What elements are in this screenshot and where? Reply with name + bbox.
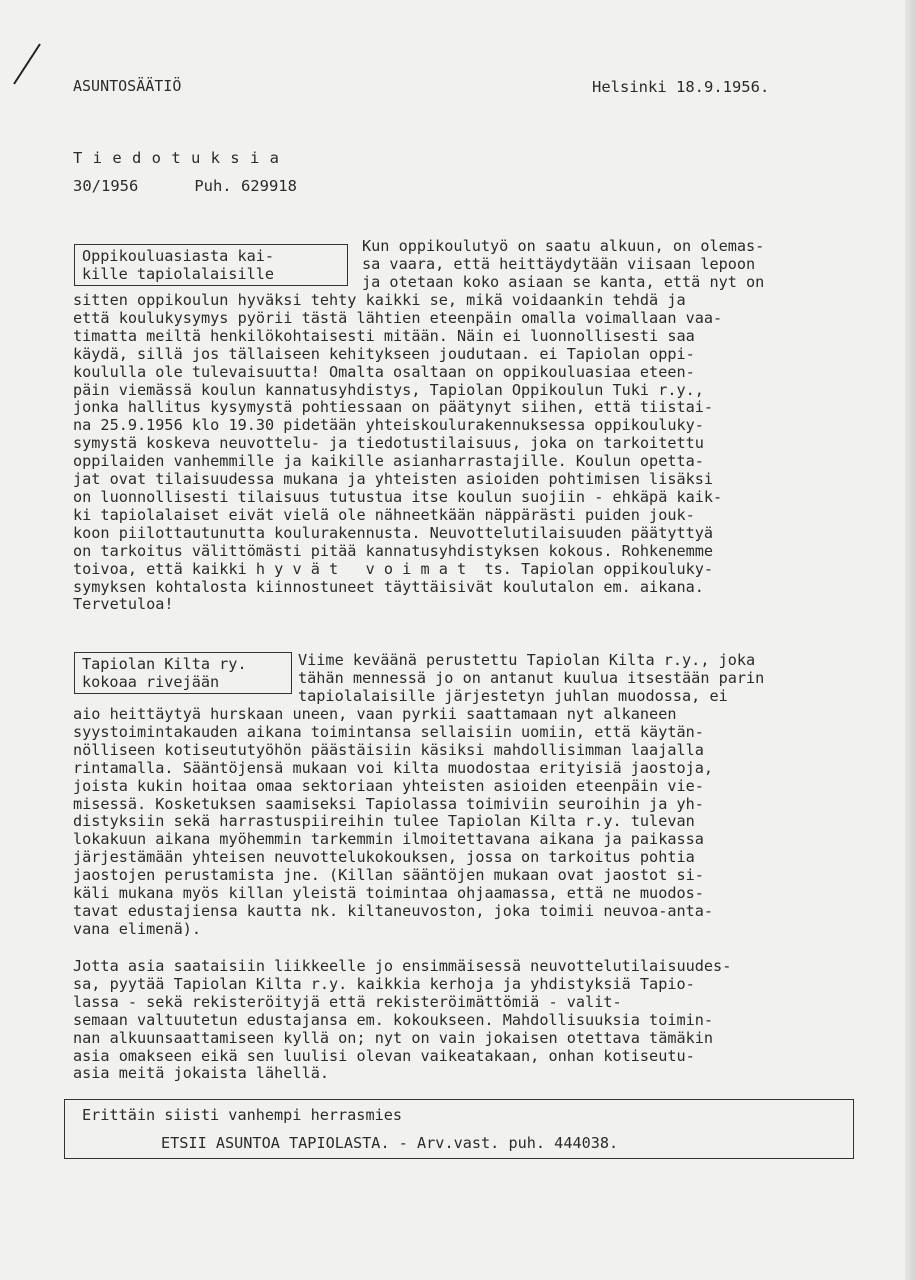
- bulletin-number-phone: 30/1956 Puh. 629918: [73, 177, 297, 195]
- section2-body-continued: Jotta asia saataisiin liikkeelle jo ensimmäisessä neuvottelutilaisuudes- sa, pyytää Tapiolan Kilta r.y. kaikkia kerhoja ja yhdistyksiä Tapio- lassa - sekä rekisteröityjä että rekisteröimättömiä - valit- semaan valtuutetun edustajansa em. kokoukseen. Mahdollisuuksia toimin- nan alkuunsaattamiseen kyllä on; nyt on vain jokaisen otettava tämäkin asia omakseen eikä sen luulisi olevan vaikeatakaan, onhan kotiseutu- asia meitä jokaista lähellä.: [73, 957, 732, 1083]
- section1-heading-box: [74, 244, 348, 286]
- section1-body: sitten oppikoulun hyväksi tehty kaikki se, mikä voidaankin tehdä ja että koulukysymys pyörii tästä lähtien eteenpäin omalla voimallaan vaa- timatta meiltä henkilökohtaisesti mitään. Näin ei luonnollisesti saa käydä, sillä jos tällaiseen kehitykseen joudutaan. ei Tapiolan oppi- koululla ole tulevaisuutta! Omalta osaltaan on oppikouluasiaa eteen- päin viemässä koulun kannatusyhdistys, Tapiolan Oppikoulun Tuki r.y., jonka hallitus kysymystä pohtiessaan on päätynyt siihen, että tiistai- na 25.9.1956 klo 19.30 pidetään yhteiskoulurakennuksessa oppikouluky- symystä koskeva neuvottelu- ja tiedotustilaisuus, joka on tarkoitettu oppilaiden vanhemmille ja kaikille asianharrastajille. Koulun opetta- jat ovat tilaisuudessa mukana ja yhteisten asioiden pohtimisen lisäksi on luonnollisesti tilaisuus tutustua itse koulun suojiin - ehkäpä kaik- ki tapiolalaiset eivät vielä ole nähneetkään näppärästi puiden jouk- koon piilottautunutta koulurakennusta. Neuvottelutilaisuuden päätyttyä on tarkoitus välittömästi pitää kannatusyhdistyksen kokous. Rohkenemme toivoa, että kaikki h y v ä t v o i m a t ts. Tapiolan oppikouluky- symyksen kohtalosta kiinnostuneet täyttäisivät koulutalon em. aikana. Tervetuloa!: [73, 291, 723, 614]
- section2-heading-box: [74, 652, 292, 694]
- section2-text-beside: Viime keväänä perustettu Tapiolan Kilta r.y., joka tähän mennessä jo on antanut kuulua itsestään parin tapiolalaisille järjestetyn juhlan muodossa, ei: [298, 651, 765, 705]
- section1-text-beside: Kun oppikoulutyö on saatu alkuun, on olemas- sa vaara, että heittäydytään viisaan lepoon ja otetaan koko asiaan se kanta, että nyt on: [362, 237, 765, 291]
- bulletin-title: T i e d o t u k s i a: [73, 149, 280, 167]
- section1-heading: Oppikouluasiasta kai- kille tapiolalaisille: [82, 247, 275, 283]
- document-date: Helsinki 18.9.1956.: [592, 78, 770, 96]
- pen-mark-icon: [8, 40, 48, 90]
- advert-line2: ETSII ASUNTOA TAPIOLASTA. - Arv.vast. puh. 444038.: [161, 1134, 619, 1152]
- section2-body: aio heittäytyä hurskaan uneen, vaan pyrkii saattamaan nyt alkaneen syystoimintakauden aikana toimintansa sellaisiin uomiin, että käytän- nölliseen kotiseututyöhön päästäisiin käsiksi mahdollisimman laajalla rintamalla. Sääntöjensä mukaan voi kilta muodostaa erityisiä jaostoja, joista kukin hoitaa omaa sektoriaan yhteisten asioiden eteenpäin vie- misessä. Kosketuksen saamiseksi Tapiolassa toimiviin seuroihin ja yh- distyksiin sekä harrastuspiireihin tulee Tapiolan Kilta r.y. tulevan lokakuun aikana myöhemmin tarkemmin ilmoitettavana aikana ja paikassa järjestämään yhteisen neuvottelukokouksen, jossa on tarkoitus pohtia jaostojen perustamista jne. (Killan sääntöjen mukaan ovat jaostot si- käli mukana myös killan yleistä toimintaa ohjaamassa, että ne muodos- tavat edustajiensa kautta nk. kiltaneuvoston, joka toimii neuvoa-anta- vana elimenä).: [73, 705, 714, 938]
- section2-heading: Tapiolan Kilta ry. kokoaa rivejään: [82, 655, 247, 691]
- organization-name: ASUNTOSÄÄTIÖ: [73, 77, 182, 95]
- page-edge-shadow: [905, 0, 915, 1280]
- advert-line1: Erittäin siisti vanhempi herrasmies: [82, 1106, 403, 1124]
- advert-box: [64, 1099, 854, 1159]
